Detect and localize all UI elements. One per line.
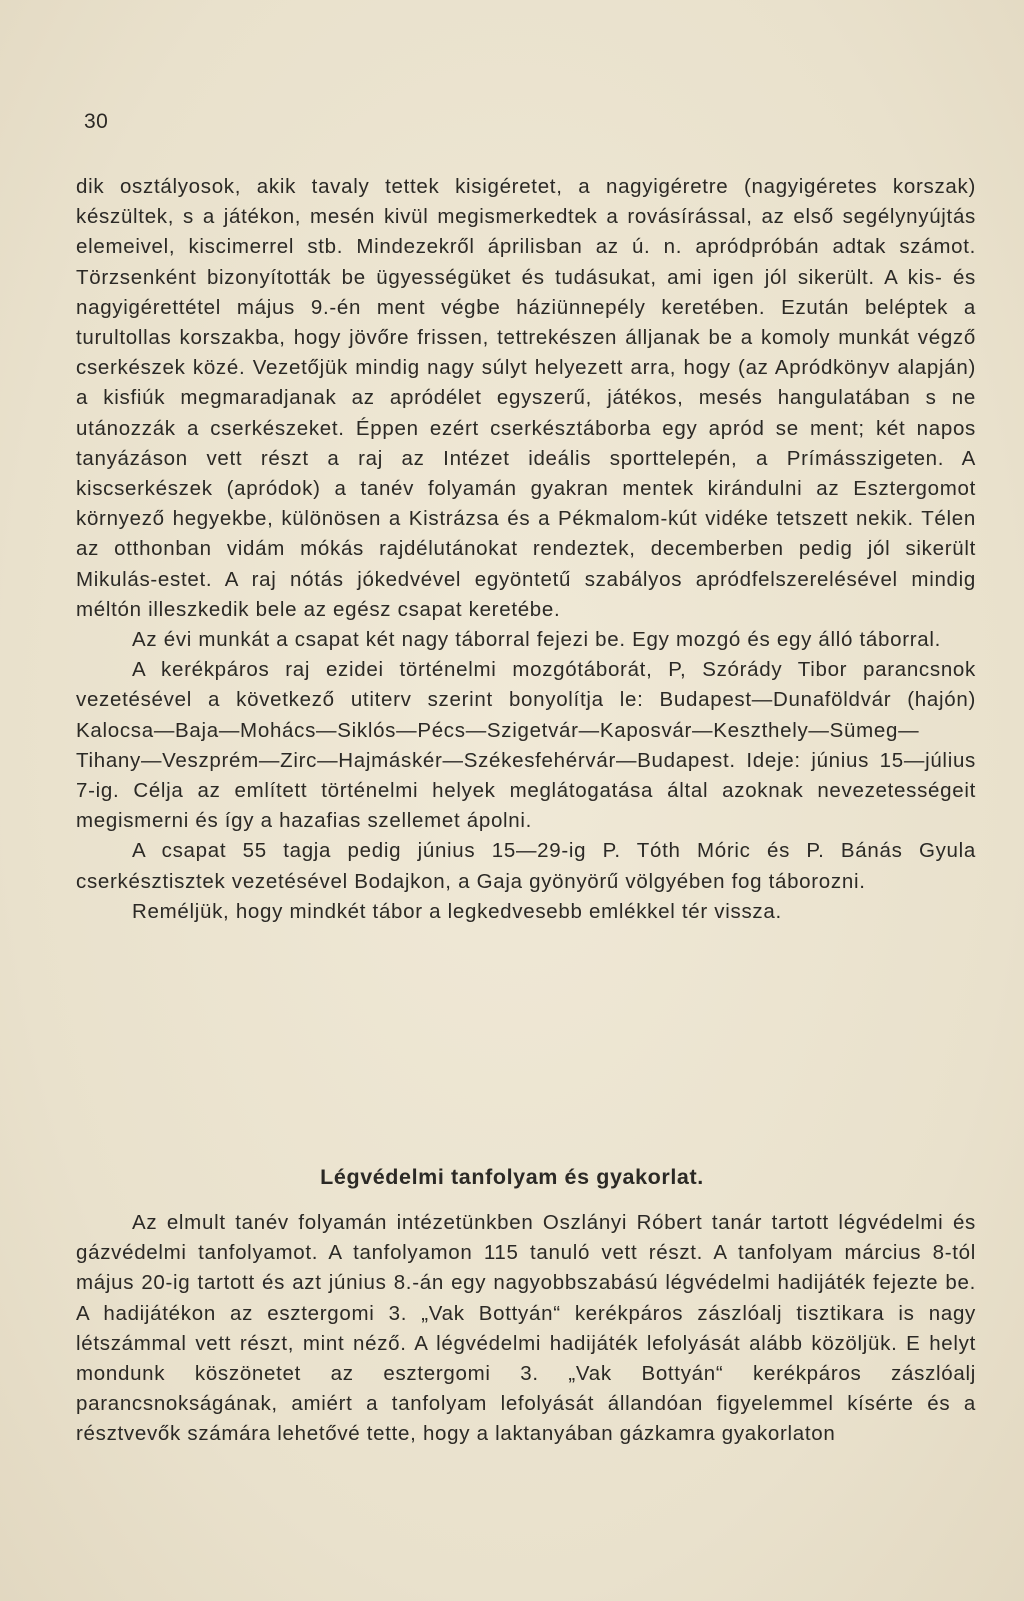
section-heading: Légvédelmi tanfolyam és gyakorlat. bbox=[320, 1165, 704, 1189]
paragraph-apród-troop: dik osztályosok, akik tavaly tettek kisigéretet, a nagyigéretre (nagyigéretes korszak) készültek, s a játékon, mesén kivül megismerkedtek a rovásírással, az első segélynyújtás elemeivel, kiscimerrel stb. Mindezekről áprilisban az ú. n. apródpróbán adtak számot. Törzsenként bizonyították be ügyességüket és tudásukat, ami igen jól sikerült. A kis- és nagyigérettétel május 9.-én ment végbe háziünnepély keretében. Ezután beléptek a turultollas korszakba, hogy jövőre frissen, tettrekészen álljanak be a komoly munkát végző cserkészek közé. Vezetőjük mindig nagy súlyt helyezett arra, hogy (az Apródkönyv alapján) a kisfiúk megmaradjanak az apródélet egyszerű, játékos, mesés hangulatában s ne utánozzák a cserkészeket. Éppen ezért cserkésztáborba egy apród se ment; két napos tanyázáson vett részt a raj az Intézet ideális sporttelepén, a Prímásszigeten. A kiscserkészek (apródok) a tanév folyamán gyakran mentek kirándulni az Esztergomot környező hegyekbe, különösen a Kistrázsa és a Pékmalom-kút vidéke tetszett nekik. Télen az otthonban vidám mókás rajdélutánokat rendeztek, decemberben pedig jól sikerült Mikulás-estet. A raj nótás jókedvével egyöntetű szabályos apródfelszerelésével mindig méltón illeszkedik bele az egész csapat keretébe. bbox=[76, 175, 976, 621]
paragraph-air-defense-course: Az elmult tanév folyamán intézetünkben Oszlányi Róbert tanár tartott légvédelmi és gázvédelmi tanfolyamot. A tanfolyamon 115 tanuló vett részt. A tanfolyam március 8-tól május 20-ig tartott és azt június 8.-án egy nagyobbszabású légvédelmi hadijáték fejezte be. A hadijátékon az esztergomi 3. „Vak Bottyán“ kerékpáros zászlóalj tisztikara is nagy létszámmal vett részt, mint néző. A légvédelmi hadijáték lefolyását alább közöljük. E helyt mondunk köszönetet az esztergomi 3. „Vak Bottyán“ kerékpáros zászlóalj parancsnokságának, amiért a tanfolyam lefolyását állandóan figyelemmel kísérte és a résztvevők számára lehetővé tette, hogy a laktanyában gázkamra gyakorlaton bbox=[76, 1211, 976, 1446]
text-block-bottom bbox=[76, 1208, 976, 1450]
paragraph-two-camps: Az évi munkát a csapat két nagy táborral fejezi be. Egy mozgó és egy álló táborral. bbox=[132, 628, 942, 652]
page-number: 30 bbox=[84, 110, 109, 133]
text-block-top bbox=[76, 172, 976, 927]
paragraph-closing-wish: Reméljük, hogy mindkét tábor a legkedvesebb emlékkel tér vissza. bbox=[132, 899, 782, 923]
paragraph-cyclist-tour: A kerékpáros raj ezidei történelmi mozgótáborát, P, Szórády Tibor parancsnok vezetésével a következő utiterv szerint bonyolítja le: Budapest—Dunaföldvár (hajón) Kalocsa—Baja—Mohács—Siklós—Pécs—Szigetvár—Kaposvár—Keszthely—Sümeg—Tihany—Veszprém—Zirc—Hajmáskér—Székesfehérvár—Budapest. Ideje: június 15—július 7-ig. Célja az említett történelmi helyek meglátogatása által azoknak nevezetességeit megismerni és így a hazafias szellemet ápolni. bbox=[76, 658, 976, 833]
paragraph-bodajk-camp: A csapat 55 tagja pedig június 15—29-ig P. Tóth Móric és P. Bánás Gyula cserkésztisztek vezetésével Bodajkon, a Gaja gyönyörű völgyében fog táborozni. bbox=[76, 839, 976, 893]
